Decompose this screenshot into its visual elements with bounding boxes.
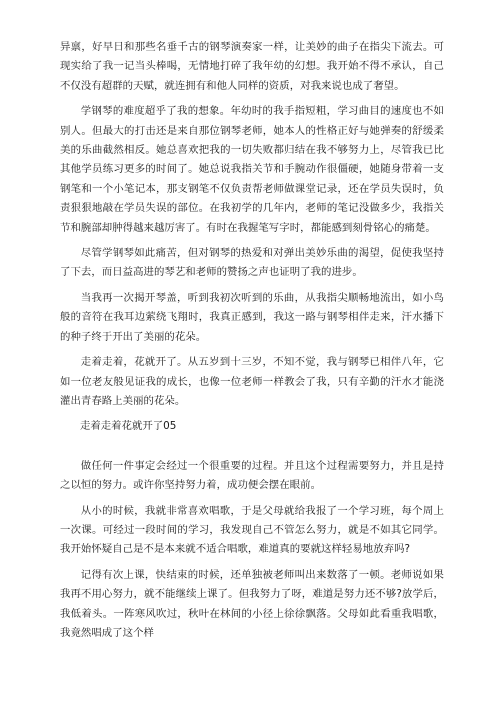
paragraph: 异禀，好早日和那些名垂千古的钢琴演奏家一样，让美妙的曲子在指尖下流去。可现实给了我一记当头棒喝，无情地打碎了我年幼的幻想。我开始不得不承认，自己不仅没有超群的天赋，就连拥有和他人同样的资质，对我来说也成了奢望。 [60, 41, 444, 92]
paragraph: 从小的时候，我就非常喜欢唱歌，于是父母就给我报了一个学习班，每个周上一次课。可经过一段时间的学习，我发现自己不管怎么努力，就是不如其它同学。我开始怀疑自己是不是本来就不适合唱歌，难道真的要就这样轻易地放弃吗? [60, 504, 444, 556]
paragraph: 学钢琴的难度超乎了我的想象。年幼时的我手指短粗，学习曲目的速度也不如别人。但最大的打击还是来自那位钢琴老师，她本人的性格正好与她弹奏的舒缓柔美的乐曲截然相反。她总喜欢把我的一切失败都归结在我不够努力上，尽管我已比其他学员练习更多的时间了。她总说我指关节和手腕动作很僵硬，她随身带着一支钢笔和一个小笔记本，那支钢笔不仅负责帮老师做课堂记录，还在学员失误时，负责狠狠地敲在学员失误的部位。在我初学的几年内，老师的笔记没做多少，我指关节和腕部却肿得越来越厉害了。有时在我握笔写字时，都能感到刻骨铭心的痛楚。 [60, 105, 444, 234]
section-heading: 走着走着花就开了05 [80, 420, 177, 433]
paragraph: 当我再一次揭开琴盖，听到我初次听到的乐曲，从我指尖顺畅地流出，如小鸟般的音符在我耳边萦绕飞翔时，我真正感到，我这一路与钢琴相伴走来，汗水播下的种子终于开出了美丽的花朵。 [60, 291, 444, 343]
paragraph: 尽管学钢琴如此痛苦，但对钢琴的热爱和对弹出美妙乐曲的渴望，促使我坚持了下去，而日益高进的琴艺和老师的赞扬之声也证明了我的进步。 [60, 247, 444, 279]
paragraph: 做任何一件事定会经过一个很重要的过程。并且这个过程需要努力，并且是持之以恒的努力。或许你坚持努力着，成功便会摆在眼前。 [60, 459, 444, 492]
paragraph: 走着走着，花就开了。从五岁到十三岁，不知不觉，我与钢琴已相伴八年，它如一位老友般见证我的成长，也像一位老师一样教会了我，只有辛勤的汗水才能浇灌出青春路上美丽的花朵。 [60, 356, 444, 407]
paragraph: 记得有次上课，快结束的时候，还单独被老师叫出来数落了一顿。老师说如果我再不用心努力，就不能继续上课了。但我努力了呀，难道是努力还不够?放学后，我低着头。一阵寒风吹过，秋叶在林间的小径上徐徐飘落。父母如此看重我唱歌，我竟然唱成了这个样 [60, 568, 444, 639]
